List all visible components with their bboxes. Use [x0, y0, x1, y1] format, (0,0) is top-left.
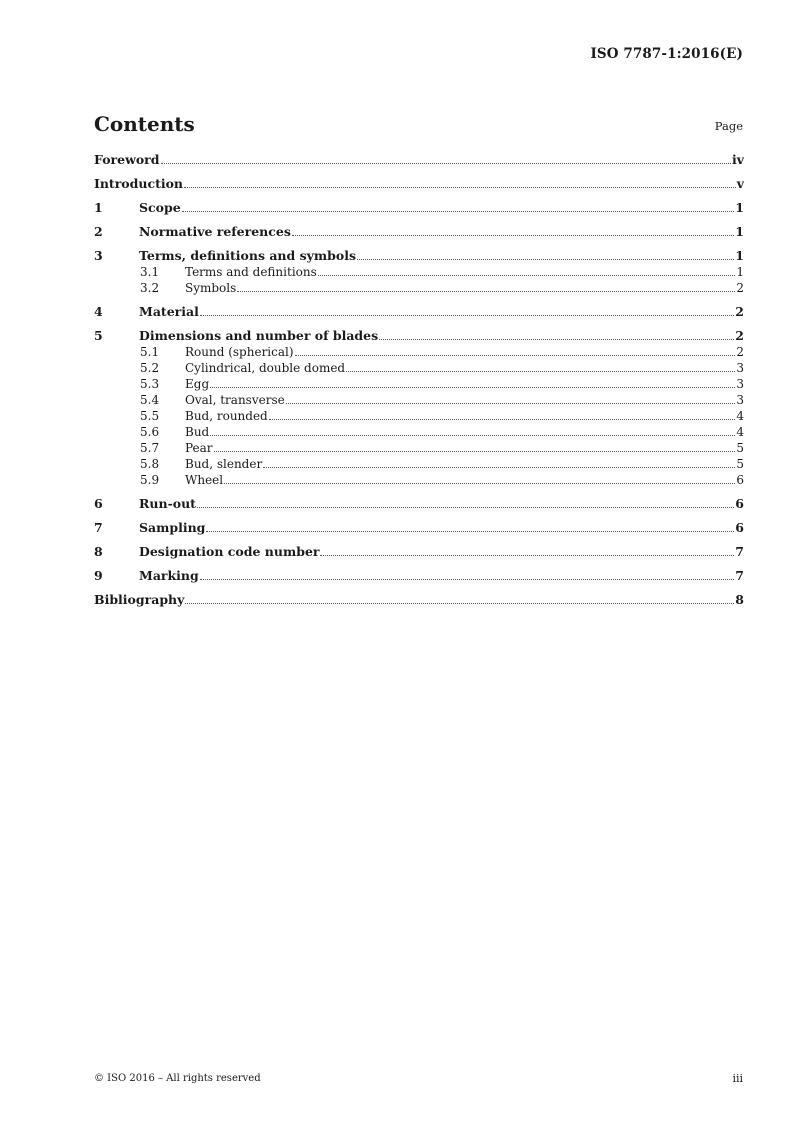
toc-entry-page: 2 [735, 304, 744, 319]
toc-entry-number: 8 [94, 544, 103, 559]
toc-entry-number: 2 [94, 224, 103, 239]
toc-entry-title: Round (spherical) [185, 345, 294, 359]
dot-leader [357, 259, 734, 260]
toc-entry[interactable] [94, 520, 744, 536]
dot-leader [320, 555, 734, 556]
toc-entry-title: Scope [139, 200, 181, 215]
toc-entry-number: 5.4 [140, 393, 160, 407]
dot-leader [214, 451, 736, 452]
toc-entry-number: 6 [94, 496, 103, 511]
toc-entry-number: 3.2 [140, 281, 160, 295]
dot-leader [210, 387, 735, 388]
toc-entry-title: Terms and definitions [185, 265, 317, 279]
toc-entry-page: 4 [736, 409, 744, 423]
toc-entry-number: 3.1 [140, 265, 160, 279]
toc-entry-title: Terms, definitions and symbols [139, 248, 356, 263]
page-title: Contents [94, 112, 195, 136]
toc-entry-page: 1 [735, 200, 744, 215]
toc-entry-title: Pear [185, 441, 213, 455]
toc-entry-title: Sampling [139, 520, 206, 535]
dot-leader [318, 275, 736, 276]
toc-entry-number: 5.5 [140, 409, 160, 423]
toc-entry-page: 5 [736, 457, 744, 471]
toc-entry-number: 5.3 [140, 377, 160, 391]
toc-entry[interactable] [94, 496, 744, 512]
dot-leader [295, 355, 736, 356]
toc-entry[interactable] [94, 248, 744, 264]
toc-entry-page: 3 [736, 377, 744, 391]
dot-leader [269, 419, 736, 420]
dot-leader [200, 315, 734, 316]
dot-leader [379, 339, 734, 340]
toc-entry-page: 8 [735, 592, 744, 607]
toc-entry-page: 4 [736, 425, 744, 439]
toc-subentry[interactable] [94, 424, 744, 440]
toc-entry-title: Marking [139, 568, 199, 583]
toc-entry-page: 2 [735, 328, 744, 343]
dot-leader [346, 371, 735, 372]
toc-entry-number: 5.8 [140, 457, 160, 471]
toc-entry-page: 1 [735, 248, 744, 263]
toc-entry-title: Cylindrical, double domed [185, 361, 346, 375]
toc-subentry[interactable] [94, 408, 744, 424]
toc-entry[interactable] [94, 304, 744, 320]
toc-subentry[interactable] [94, 280, 744, 296]
toc-entry-title: Oval, transverse [185, 393, 285, 407]
toc-subentry[interactable] [94, 440, 744, 456]
toc-entry-title: Bud, slender [185, 457, 263, 471]
toc-entry-number: 5.9 [140, 473, 160, 487]
toc-entry-page: 1 [736, 265, 744, 279]
toc-entry[interactable] [94, 544, 744, 560]
dot-leader [292, 235, 734, 236]
toc-entry-page: 6 [735, 520, 744, 535]
toc-subentry[interactable] [94, 344, 744, 360]
toc-entry-title: Designation code number [139, 544, 320, 559]
copyright-notice: © ISO 2016 – All rights reserved [94, 1073, 261, 1084]
toc-entry-number: 5.6 [140, 425, 160, 439]
toc-entry-page: 2 [736, 281, 744, 295]
toc-subentry[interactable] [94, 264, 744, 280]
toc-entry-number: 3 [94, 248, 103, 263]
toc-entry-title: Bibliography [94, 592, 185, 607]
toc-entry[interactable] [94, 152, 744, 168]
dot-leader [197, 507, 734, 508]
dot-leader [182, 211, 735, 212]
toc-entry[interactable] [94, 224, 744, 240]
dot-leader [286, 403, 736, 404]
toc-entry-title: Material [139, 304, 199, 319]
toc-entry-number: 5 [94, 328, 103, 343]
toc-entry-page: 3 [736, 393, 744, 407]
page-column-label: Page [714, 119, 743, 133]
document-id: ISO 7787-1:2016(E) [590, 46, 743, 62]
toc-entry-title: Bud, rounded [185, 409, 268, 423]
toc-entry[interactable] [94, 176, 744, 192]
toc-entry-number: 5.7 [140, 441, 160, 455]
toc-entry-title: Wheel [185, 473, 224, 487]
table-of-contents [94, 152, 744, 608]
toc-entry-title: Egg [185, 377, 210, 391]
toc-entry-number: 4 [94, 304, 103, 319]
toc-subentry[interactable] [94, 472, 744, 488]
dot-leader [185, 603, 734, 604]
toc-entry-title: Run-out [139, 496, 196, 511]
toc-entry-page: 3 [736, 361, 744, 375]
toc-entry-page: 6 [735, 496, 744, 511]
toc-entry-number: 5.2 [140, 361, 160, 375]
toc-entry-page: 5 [736, 441, 744, 455]
toc-entry-page: 1 [735, 224, 744, 239]
toc-entry-page: 6 [736, 473, 744, 487]
toc-entry-title: Bud [185, 425, 210, 439]
dot-leader [210, 435, 735, 436]
toc-entry-title: Symbols [185, 281, 237, 295]
toc-subentry[interactable] [94, 360, 744, 376]
toc-subentry[interactable] [94, 392, 744, 408]
toc-subentry[interactable] [94, 456, 744, 472]
toc-subentry[interactable] [94, 376, 744, 392]
toc-entry-page: 7 [735, 568, 744, 583]
toc-entry[interactable] [94, 568, 744, 584]
toc-entry[interactable] [94, 328, 744, 344]
toc-entry-title: Introduction [94, 176, 184, 191]
dot-leader [237, 291, 735, 292]
dot-leader [263, 467, 735, 468]
toc-entry-title: Foreword [94, 152, 160, 167]
dot-leader [161, 163, 731, 164]
toc-entry[interactable] [94, 592, 744, 608]
toc-entry-page: iv [731, 152, 744, 167]
toc-entry[interactable] [94, 200, 744, 216]
toc-entry-page: 2 [736, 345, 744, 359]
toc-entry-number: 5.1 [140, 345, 160, 359]
toc-entry-page: v [736, 176, 744, 191]
dot-leader [224, 483, 735, 484]
toc-entry-page: 7 [735, 544, 744, 559]
toc-entry-title: Dimensions and number of blades [139, 328, 379, 343]
toc-entry-number: 9 [94, 568, 103, 583]
page-number: iii [732, 1072, 743, 1085]
dot-leader [200, 579, 735, 580]
dot-leader [184, 187, 736, 188]
dot-leader [206, 531, 734, 532]
toc-entry-number: 1 [94, 200, 103, 215]
toc-entry-title: Normative references [139, 224, 291, 239]
toc-entry-number: 7 [94, 520, 103, 535]
